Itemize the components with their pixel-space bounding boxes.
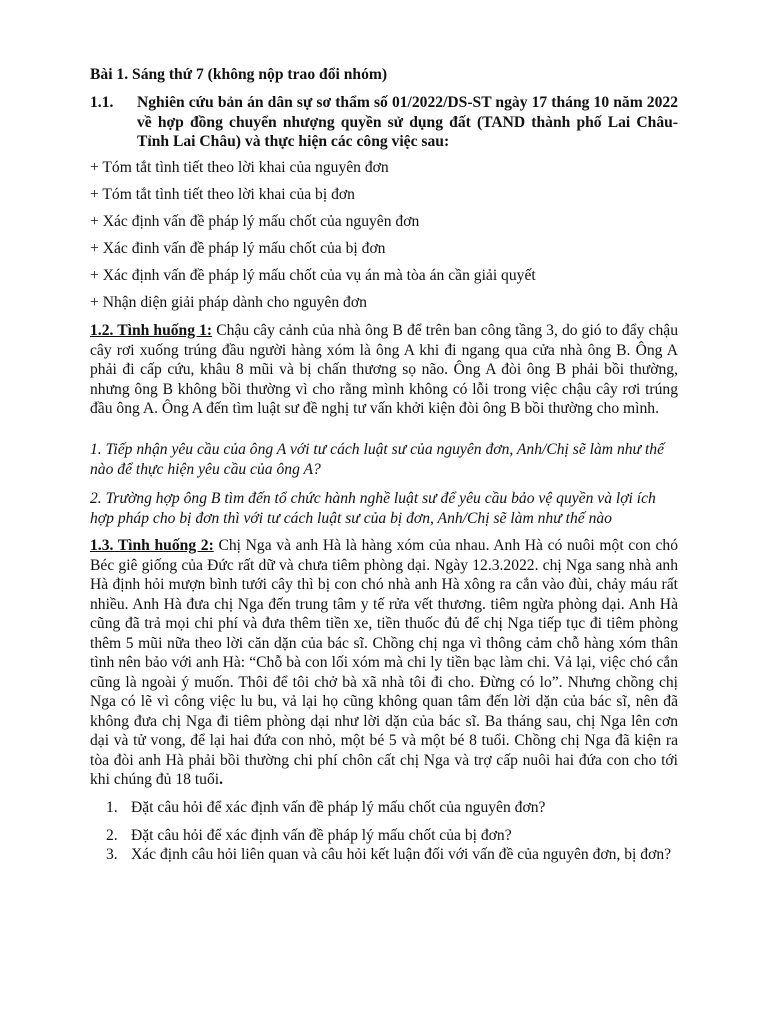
case-1-body: Chậu cây cảnh của nhà ông B để trên ban công tầng 3, do gió to đẩy chậu cây rơi xuống trúng đầu người hàng xóm là ông A khi đi ngang qua cửa nhà ông B. Ông A phải đi cấp cứu, khâu 8 mũi và bị chấn thương sọ não. Ông A đòi ông B phải bồi thường, nhưng ông B không bồi thường vì cho rằng mình không có lỗi trong việc chậu cây rơi trúng đầu ông A. Ông A đến tìm luật sư đề nghị tư vấn khởi kiện đòi ông B bồi thường cho mình. bbox=[90, 322, 678, 417]
list-item-number: 3. bbox=[106, 846, 118, 863]
list-item bbox=[90, 798, 678, 818]
list-item bbox=[90, 826, 678, 846]
list-item-text: Xác định câu hỏi liên quan và câu hỏi kết luận đối với vấn đề của nguyên đơn, bị đơn? bbox=[131, 846, 672, 863]
case-1-question-2: 2. Trường hợp ông B tìm đến tổ chức hành nghề luật sư để yêu cầu bảo vệ quyền và lợi ích hợp pháp cho bị đơn thì với tư cách luật sư của bị đơn, Anh/Chị sẽ làm như thế nào bbox=[90, 490, 656, 527]
list-item-text: Đặt câu hỏi để xác định vấn đề pháp lý mấu chốt của bị đơn? bbox=[131, 826, 512, 844]
task-item: + Tóm tắt tình tiết theo lời khai của nguyên đơn bbox=[90, 159, 389, 176]
list-item-number: 1. bbox=[106, 799, 118, 816]
list-item-number: 2. bbox=[106, 826, 118, 844]
section-1-1-heading bbox=[90, 93, 678, 152]
task-list bbox=[90, 158, 678, 321]
task-item: + Xác định vấn đề pháp lý mấu chốt của vụ án mà tòa án cần giải quyết bbox=[90, 267, 536, 285]
task-item: + Tóm tắt tình tiết theo lời khai của bị đơn bbox=[90, 186, 355, 204]
section-heading-text: Nghiên cứu bản án dân sự sơ thẩm số 01/2022/DS-ST ngày 17 tháng 10 năm 2022 về hợp đồng chuyển nhượng quyền sử dụng đất (TAND thành phố Lai Châu- Tỉnh Lai Châu) và thực hiện các công việc sau: bbox=[137, 94, 678, 150]
task-item: + Nhận diện giải pháp dành cho nguyên đơn bbox=[90, 294, 367, 312]
task-item: + Xác định vấn đề pháp lý mấu chốt của nguyên đơn bbox=[90, 213, 420, 231]
task-item: + Xác đinh vấn đề pháp lý mấu chốt của bị đơn bbox=[90, 240, 386, 258]
case-1-label: 1.2. Tình huống 1: bbox=[90, 322, 213, 339]
case-1-question-1: 1. Tiếp nhận yêu cầu của ông A với tư cách luật sư của nguyên đơn, Anh/Chị sẽ làm như thế nào để thực hiện yêu cầu của ông A? bbox=[90, 441, 665, 478]
case-2-paragraph bbox=[90, 536, 678, 790]
list-item bbox=[90, 845, 678, 865]
case-2-body: Chị Nga và anh Hà là hàng xóm của nhau. Anh Hà có nuôi một con chó Béc giê giống của Đức rất dữ và chưa tiêm phòng dại. Ngày 12.3.2022. chị Nga sang nhà anh Hà định hỏi mượn bình tưới cây thì bị con chó nhà anh Hà xông ra cắn vào đùi, chảy máu rất nhiều. Anh Hà đưa chị Nga đến trung tâm y tế rửa vết thương. tiêm ngừa phòng dại. Anh Hà cũng đã trả mọi chi phí và đưa thêm tiền xe, tiền thuốc đủ để chị Nga tiếp tục đi tiêm phòng thêm 5 mũi nữa theo lời căn dặn của bác sĩ. Chồng chị nga vì thông cảm chỗ hàng xóm thân tình nên bảo với anh Hà: “Chỗ bà con lối xóm mà chi ly tiền bạc làm chi. Vả lại, việc chó cắn cũng là ngoài ý muốn. Thôi để tôi chở bà xã nhà tôi đi cho. Đừng có lo”. Nhưng chồng chị Nga có lẽ vì công việc lu bu, vả lại họ cũng không quan tâm đến lời dặn của bác sĩ, nên đã không đưa chị Nga đi tiêm phòng dại như lời dặn của bác sĩ. Ba tháng sau, chị Nga lên cơn dại và tử vong, để lại hai đứa con nhỏ, một bé 5 và một bé 8 tuổi. Chồng chị Nga đã kiện ra tòa đòi anh Hà phải bồi thường chi phí chôn cất chị Nga và trợ cấp nuôi hai đứa con cho tới khi chúng đủ 18 tuổi bbox=[90, 537, 679, 788]
case-2-question-list bbox=[90, 798, 678, 865]
list-item-text: Đặt câu hỏi để xác định vấn đề pháp lý mấu chốt của nguyên đơn? bbox=[131, 799, 546, 816]
case-2-label: 1.3. Tình huống 2: bbox=[90, 537, 214, 554]
case-1-paragraph bbox=[90, 321, 678, 419]
case-2-end-mark: . bbox=[219, 771, 223, 788]
section-number: 1.1. bbox=[90, 94, 114, 111]
exercise-title: Bài 1. Sáng thứ 7 (không nộp trao đổi nhóm) bbox=[90, 66, 388, 83]
